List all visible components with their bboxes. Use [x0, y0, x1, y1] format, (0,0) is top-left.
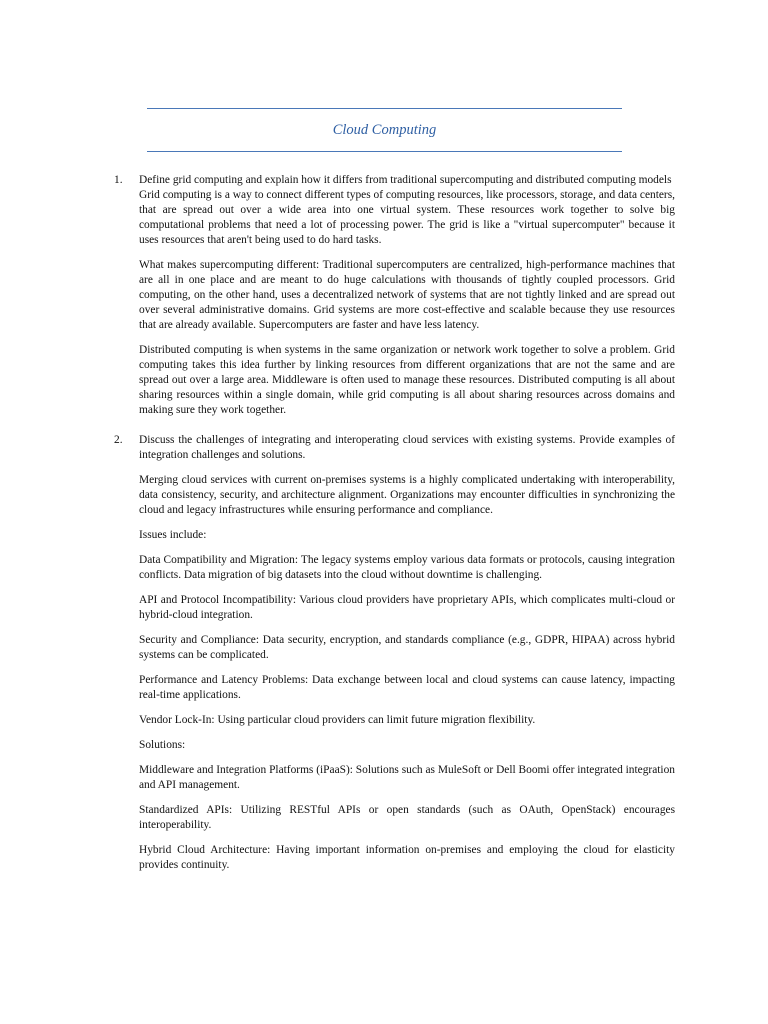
answer-paragraph: Data Compatibility and Migration: The legacy systems employ various data formats or protocols, causing integration conflicts. Data migration of big datasets into the cloud without downtime is challenging. — [139, 554, 675, 581]
answer-paragraph: Standardized APIs: Utilizing RESTful APIs or open standards (such as OAuth, OpenStack) encourages interoperability. — [139, 804, 675, 831]
question-item-2 — [114, 433, 675, 873]
answer-paragraph: Solutions: — [139, 739, 186, 751]
answer-paragraph: Issues include: — [139, 529, 207, 541]
answer-paragraph: Vendor Lock-In: Using particular cloud providers can limit future migration flexibility. — [139, 714, 536, 726]
answer-paragraph: Security and Compliance: Data security, encryption, and standards compliance (e.g., GDPR, HIPAA) across hybrid systems can be complicated. — [139, 634, 675, 661]
document-title: Cloud Computing — [332, 122, 437, 138]
answer-paragraph: What makes supercomputing different: Traditional supercomputers are centralized, high-performance machines that are all in one place and are meant to do huge calculations with thousands of tightly coupled processors. Grid computing, on the other hand, uses a decentralized network of systems that are not tightly linked and are spread out over several administrative domains. Grid systems are more cost-effective and scalable because they use resources that are already available. Supercomputers are faster and have less latency. — [139, 259, 675, 331]
answer-paragraph: Grid computing is a way to connect different types of computing resources, like processors, storage, and data centers, that are spread out over a wide area into one virtual system. These resources work together to solve big computational problems that need a lot of processing power. The grid is like a "virtual supercomputer" because it uses resources that aren't being used to do hard tasks. — [139, 189, 675, 246]
document-body — [114, 173, 675, 873]
question-number: 1. — [114, 174, 123, 186]
question-number: 2. — [114, 434, 123, 446]
question-item-1 — [114, 173, 675, 418]
title-rule-top — [147, 108, 622, 109]
title-rule-bottom — [147, 151, 622, 152]
answer-paragraph: Middleware and Integration Platforms (iPaaS): Solutions such as MuleSoft or Dell Boomi offer integrated integration and API management. — [139, 764, 675, 791]
answer-paragraph: Merging cloud services with current on-premises systems is a highly complicated undertaking with interoperability, data consistency, security, and architecture alignment. Organizations may encounter difficulties in synchronizing the cloud and legacy infrastructures while ensuring performance and compliance. — [139, 474, 675, 516]
answer-paragraph: Performance and Latency Problems: Data exchange between local and cloud systems can cause latency, impacting real-time applications. — [139, 674, 675, 701]
answer-paragraph: API and Protocol Incompatibility: Various cloud providers have proprietary APIs, which complicates multi-cloud or hybrid-cloud integration. — [139, 594, 675, 621]
answer-paragraph: Hybrid Cloud Architecture: Having important information on-premises and employing the cloud for elasticity provides continuity. — [139, 844, 675, 871]
question-text: Define grid computing and explain how it differs from traditional supercomputing and distributed computing models — [139, 174, 672, 186]
question-text: Discuss the challenges of integrating and interoperating cloud services with existing systems. Provide examples of integration challenges and solutions. — [139, 434, 675, 461]
answer-paragraph: Distributed computing is when systems in the same organization or network work together to solve a problem. Grid computing takes this idea further by linking resources from different organizations that are not the same and are spread out over a large area. Middleware is often used to manage these resources. Distributed computing is all about sharing resources within a single domain, while grid computing is all about sharing resources across domains and making sure they work together. — [139, 344, 675, 416]
